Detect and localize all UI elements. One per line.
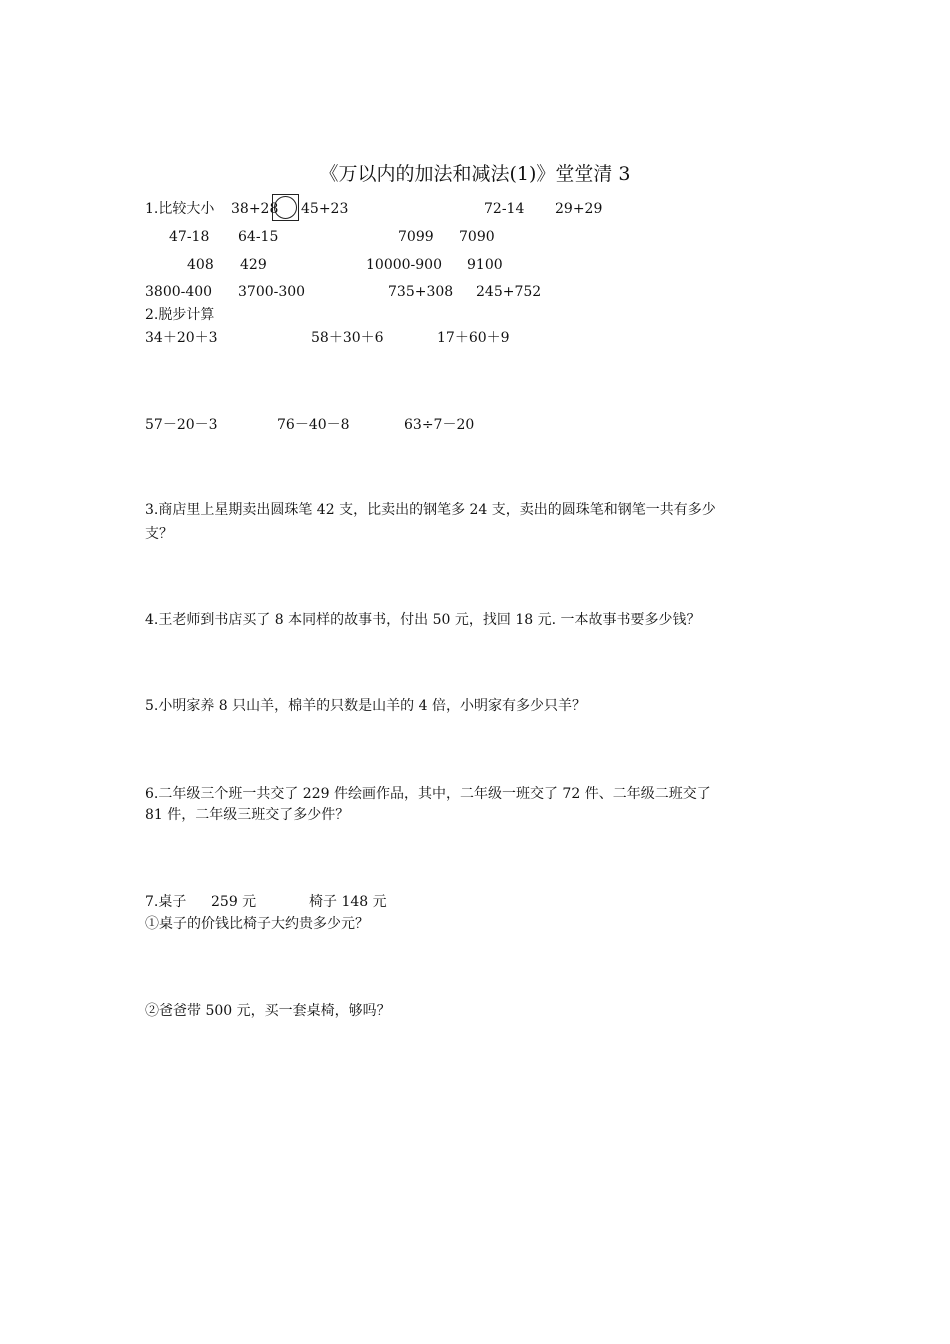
q5-text: 5.小明家养 8 只山羊，棉羊的只数是山羊的 4 倍，小明家有多少只羊？ [145,698,586,714]
q1-expr: 429 [240,257,267,273]
q1-expr: 9100 [467,257,503,273]
q3-text: 支？ [145,526,173,542]
q2-expr: 76－40－8 [277,417,350,433]
desk-price: 259 元 [211,894,257,910]
q1-expr: 64-15 [238,229,279,245]
q7-sub2: ②爸爸带 500 元，买一套桌椅，够吗？ [145,1003,391,1019]
q2-expr: 34＋20＋3 [145,330,218,346]
q1-expr: 45+23 [301,201,349,217]
q2-expr: 58＋30＋6 [311,330,384,346]
q1-expr: 47-18 [169,229,210,245]
worksheet-title: 《万以内的加法和减法(1)》堂堂清 3 [319,163,631,185]
q7-label: 7.桌子 [145,894,187,910]
q1-expr: 29+29 [555,201,603,217]
chair-price: 椅子 148 元 [309,894,387,910]
q4-text: 4.王老师到书店买了 8 本同样的故事书，付出 50 元，找回 18 元. 一本故事书要多少钱？ [145,612,701,628]
q1-expr: 3700-300 [238,284,306,300]
q2-expr: 57－20－3 [145,417,218,433]
q7-sub1: ①桌子的价钱比椅子大约贵多少元？ [145,916,369,932]
q2-label: 2.脱步计算 [145,307,215,323]
q1-expr: 245+752 [476,284,542,300]
q2-expr: 17＋60＋9 [437,330,510,346]
q1-expr: 3800-400 [145,284,213,300]
q2-expr: 63÷7－20 [404,417,475,433]
compare-answer-box[interactable] [272,194,299,221]
q1-expr: 735+308 [388,284,454,300]
q3-text: 3.商店里上星期卖出圆珠笔 42 支，比卖出的钢笔多 24 支，卖出的圆珠笔和钢笔一共有多少 [145,502,716,518]
q1-expr: 7099 [398,229,434,245]
q1-label: 1.比较大小 [145,201,215,217]
q1-expr: 38+28 [231,201,279,217]
q1-expr: 7090 [459,229,495,245]
q1-expr: 10000-900 [366,257,442,273]
q6-text: 6.二年级三个班一共交了 229 件绘画作品，其中，二年级一班交了 72 件、二年级二班交了 [145,786,711,802]
q1-expr: 72-14 [484,201,525,217]
q1-expr: 408 [187,257,214,273]
compare-circle-icon [274,196,297,219]
q6-text: 81 件，二年级三班交了多少件？ [145,807,350,823]
